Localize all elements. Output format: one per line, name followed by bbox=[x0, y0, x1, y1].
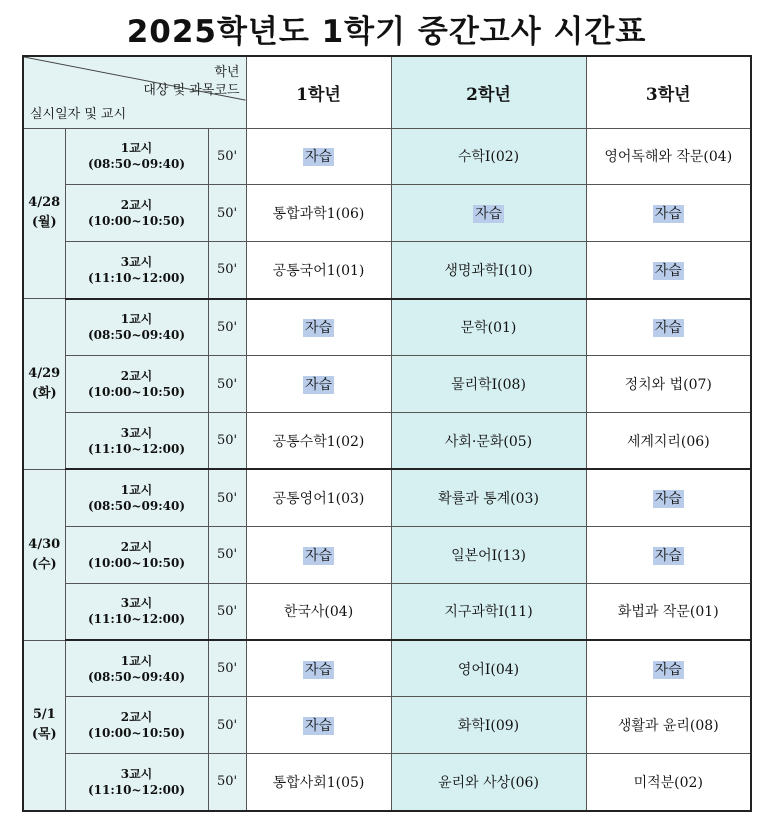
subject-cell-grade-3 bbox=[586, 754, 751, 811]
period-cell bbox=[65, 754, 208, 811]
subject-cell-grade-3 bbox=[586, 356, 751, 413]
subject-label: 화학I(09) bbox=[457, 718, 520, 735]
date-cell bbox=[23, 299, 65, 470]
duration-cell: 50' bbox=[208, 242, 246, 299]
period-cell bbox=[65, 469, 208, 526]
header-row bbox=[23, 56, 751, 128]
self-study-label: 자습 bbox=[304, 718, 333, 735]
subject-cell-grade-1 bbox=[246, 697, 391, 754]
subject-cell-grade-1 bbox=[246, 412, 391, 469]
table-row bbox=[23, 583, 751, 640]
period-time: (11:10~12:00) bbox=[87, 441, 186, 456]
subject-cell-grade-2 bbox=[391, 583, 586, 640]
subject-cell-grade-1 bbox=[246, 640, 391, 697]
subject-label: 생명과학I(10) bbox=[444, 262, 533, 279]
corner-label-subject: 대상 및 과목코드 bbox=[143, 83, 240, 98]
period-time: (10:00~10:50) bbox=[87, 555, 186, 570]
period-name: 2교시 bbox=[120, 710, 153, 725]
duration-cell: 50' bbox=[208, 299, 246, 356]
date-cell bbox=[23, 469, 65, 640]
subject-cell-grade-2 bbox=[391, 412, 586, 469]
period-time: (08:50~09:40) bbox=[87, 157, 186, 172]
period-name: 2교시 bbox=[120, 369, 153, 383]
subject-label: 일본어I(13) bbox=[451, 547, 526, 564]
period-name: 1교시 bbox=[120, 653, 153, 668]
date-cell bbox=[23, 128, 65, 299]
subject-cell-grade-3 bbox=[586, 583, 751, 640]
subject-cell-grade-1 bbox=[246, 469, 391, 526]
subject-label: 공통국어1(01) bbox=[272, 262, 365, 279]
duration-cell: 50' bbox=[208, 640, 246, 697]
subject-cell-grade-3 bbox=[586, 697, 751, 754]
table-row bbox=[23, 299, 751, 356]
subject-cell-grade-2 bbox=[391, 640, 586, 697]
period-time: (11:10~12:00) bbox=[87, 612, 186, 627]
period-name: 1교시 bbox=[120, 312, 153, 327]
date-label: 5/1 bbox=[32, 707, 56, 723]
period-cell bbox=[65, 697, 208, 754]
weekday-label: (월) bbox=[31, 215, 57, 231]
table-row bbox=[23, 128, 751, 185]
period-name: 3교시 bbox=[120, 254, 153, 269]
subject-cell-grade-1 bbox=[246, 526, 391, 583]
subject-label: 한국사(04) bbox=[283, 604, 354, 621]
period-name: 3교시 bbox=[120, 425, 153, 440]
date-cell bbox=[23, 640, 65, 811]
subject-cell-grade-3 bbox=[586, 640, 751, 697]
period-cell bbox=[65, 412, 208, 469]
subject-cell-grade-2 bbox=[391, 754, 586, 811]
exam-timetable bbox=[22, 55, 752, 812]
table-row bbox=[23, 697, 751, 754]
period-time: (11:10~12:00) bbox=[87, 782, 186, 797]
subject-label: 공통영어1(03) bbox=[272, 491, 365, 508]
table-row bbox=[23, 412, 751, 469]
subject-cell-grade-2 bbox=[391, 242, 586, 299]
subject-cell-grade-1 bbox=[246, 299, 391, 356]
subject-label: 물리학I(08) bbox=[451, 377, 526, 393]
period-name: 1교시 bbox=[120, 141, 153, 156]
self-study-label: 자습 bbox=[474, 206, 503, 223]
subject-cell-grade-3 bbox=[586, 242, 751, 299]
subject-cell-grade-3 bbox=[586, 526, 751, 583]
period-name: 3교시 bbox=[120, 766, 153, 781]
subject-cell-grade-1 bbox=[246, 185, 391, 242]
duration-cell: 50' bbox=[208, 185, 246, 242]
weekday-label: (화) bbox=[31, 386, 57, 401]
table-row bbox=[23, 185, 751, 242]
self-study-label: 자습 bbox=[654, 547, 682, 564]
period-name: 2교시 bbox=[120, 198, 153, 213]
period-cell bbox=[65, 128, 208, 185]
period-time: (08:50~09:40) bbox=[87, 669, 186, 684]
period-time: (11:10~12:00) bbox=[87, 270, 186, 285]
table-row bbox=[23, 242, 751, 299]
table-row bbox=[23, 526, 751, 583]
table-row bbox=[23, 640, 751, 697]
period-name: 1교시 bbox=[120, 483, 153, 498]
weekday-label: (수) bbox=[31, 556, 57, 572]
table-row bbox=[23, 356, 751, 413]
subject-cell-grade-2 bbox=[391, 299, 586, 356]
subject-label: 문학(01) bbox=[460, 320, 517, 337]
subject-cell-grade-2 bbox=[391, 697, 586, 754]
subject-cell-grade-2 bbox=[391, 128, 586, 185]
subject-cell-grade-1 bbox=[246, 356, 391, 413]
self-study-label: 자습 bbox=[304, 149, 333, 166]
subject-cell-grade-1 bbox=[246, 128, 391, 185]
period-cell bbox=[65, 185, 208, 242]
period-cell bbox=[65, 299, 208, 356]
self-study-label: 자습 bbox=[654, 206, 682, 223]
self-study-label: 자습 bbox=[654, 491, 682, 508]
grade-header-1: 1학년 bbox=[246, 56, 391, 128]
subject-label: 확률과 통계(03) bbox=[438, 491, 539, 508]
subject-cell-grade-1 bbox=[246, 583, 391, 640]
duration-cell: 50' bbox=[208, 356, 246, 413]
duration-cell: 50' bbox=[208, 583, 246, 640]
period-name: 3교시 bbox=[120, 596, 153, 611]
duration-cell: 50' bbox=[208, 412, 246, 469]
period-cell bbox=[65, 356, 208, 413]
duration-cell: 50' bbox=[208, 526, 246, 583]
page-title: 2025학년도 1학기 중간고사 시간표 bbox=[126, 14, 647, 50]
period-time: (08:50~09:40) bbox=[87, 499, 186, 514]
period-time: (10:00~10:50) bbox=[87, 385, 186, 399]
subject-label: 사회·문화(05) bbox=[444, 433, 533, 450]
timetable-body bbox=[23, 128, 751, 811]
subject-label: 공통수학1(02) bbox=[272, 433, 365, 450]
self-study-label: 자습 bbox=[654, 262, 682, 279]
subject-label: 지구과학I(11) bbox=[444, 604, 533, 621]
table-row bbox=[23, 754, 751, 811]
period-cell bbox=[65, 640, 208, 697]
subject-label: 윤리와 사상(06) bbox=[438, 774, 539, 791]
subject-cell-grade-3 bbox=[586, 299, 751, 356]
date-label: 4/28 bbox=[28, 195, 61, 211]
subject-cell-grade-3 bbox=[586, 128, 751, 185]
period-time: (10:00~10:50) bbox=[87, 214, 186, 229]
subject-label: 미적분(02) bbox=[633, 774, 703, 791]
date-label: 4/30 bbox=[28, 536, 61, 552]
subject-label: 생활과 윤리(08) bbox=[617, 718, 719, 735]
duration-cell: 50' bbox=[208, 754, 246, 811]
subject-cell-grade-1 bbox=[246, 242, 391, 299]
period-cell bbox=[65, 242, 208, 299]
duration-cell: 50' bbox=[208, 128, 246, 185]
subject-label: 통합사회1(05) bbox=[272, 774, 365, 791]
self-study-label: 자습 bbox=[304, 320, 333, 337]
duration-cell: 50' bbox=[208, 469, 246, 526]
subject-cell-grade-1 bbox=[246, 754, 391, 811]
self-study-label: 자습 bbox=[304, 661, 333, 678]
period-time: (08:50~09:40) bbox=[87, 328, 186, 343]
subject-cell-grade-2 bbox=[391, 526, 586, 583]
table-row bbox=[23, 469, 751, 526]
period-time: (10:00~10:50) bbox=[87, 726, 186, 741]
subject-label: 영어I(04) bbox=[457, 661, 520, 678]
corner-label-date: 실시일자 및 교시 bbox=[30, 106, 127, 122]
subject-cell-grade-3 bbox=[586, 469, 751, 526]
corner-label-grade: 학년 bbox=[214, 65, 240, 80]
period-cell bbox=[65, 526, 208, 583]
duration-cell: 50' bbox=[208, 697, 246, 754]
subject-cell-grade-2 bbox=[391, 469, 586, 526]
subject-label: 정치와 법(07) bbox=[624, 377, 712, 393]
period-cell bbox=[65, 583, 208, 640]
subject-label: 수학I(02) bbox=[457, 149, 520, 166]
self-study-label: 자습 bbox=[304, 377, 333, 393]
subject-cell-grade-3 bbox=[586, 412, 751, 469]
subject-label: 세계지리(06) bbox=[626, 433, 710, 450]
subject-label: 화법과 작문(01) bbox=[617, 604, 719, 621]
grade-header-3: 3학년 bbox=[586, 56, 751, 128]
subject-cell-grade-2 bbox=[391, 356, 586, 413]
self-study-label: 자습 bbox=[304, 547, 333, 564]
corner-header bbox=[23, 56, 246, 128]
period-name: 2교시 bbox=[120, 539, 153, 554]
date-label: 4/29 bbox=[28, 366, 61, 381]
subject-label: 통합과학1(06) bbox=[272, 206, 365, 223]
subject-cell-grade-3 bbox=[586, 185, 751, 242]
subject-cell-grade-2 bbox=[391, 185, 586, 242]
grade-header-2: 2학년 bbox=[391, 56, 586, 128]
weekday-label: (목) bbox=[31, 727, 57, 743]
subject-label: 영어독해와 작문(04) bbox=[604, 149, 733, 166]
self-study-label: 자습 bbox=[654, 320, 682, 337]
self-study-label: 자습 bbox=[654, 661, 682, 678]
